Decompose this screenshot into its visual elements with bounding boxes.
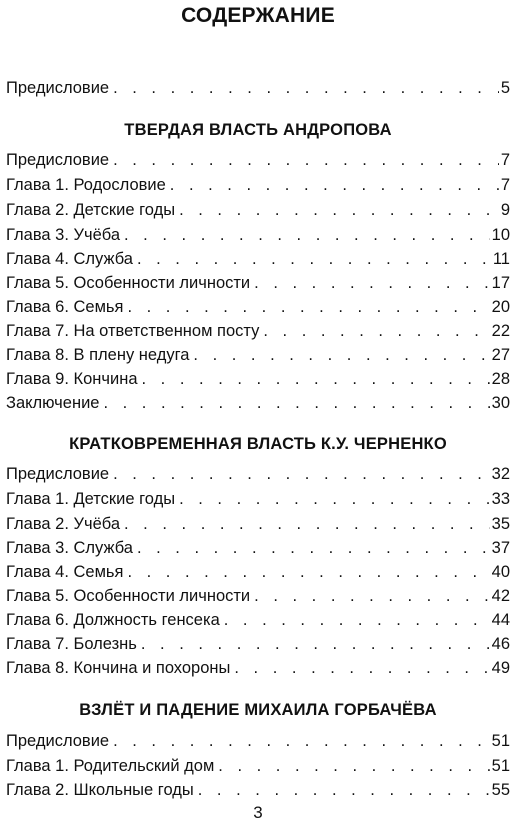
toc-entry-page: 7: [500, 151, 510, 169]
page-title: СОДЕРЖАНИЕ: [181, 4, 335, 27]
toc-entry-page: 49: [491, 659, 510, 677]
toc-entry-label: Глава 1. Родословие: [6, 176, 166, 194]
toc-entry: [6, 198, 510, 222]
toc-entry-label: Глава 7. Болезнь: [6, 635, 137, 653]
toc-entry-page: 27: [491, 346, 510, 364]
toc-entry-page: 30: [491, 394, 510, 412]
dot-leader: [254, 584, 489, 608]
toc-entry: [6, 223, 510, 247]
toc-entry-page: 22: [491, 322, 510, 340]
dot-leader: [218, 754, 489, 778]
toc-entry-label: Предисловие: [6, 79, 110, 97]
dot-leader: [103, 391, 489, 415]
toc-entry-page: 51: [491, 757, 510, 775]
toc-entry-page: 40: [491, 563, 510, 581]
dot-leader: [124, 512, 490, 536]
toc-entry-label: Глава 7. На ответственном посту: [6, 322, 260, 340]
toc-entry: [6, 391, 510, 415]
toc-entry: [6, 729, 510, 753]
toc-entry: [6, 343, 510, 367]
dot-leader: [254, 271, 489, 295]
toc-entry-page: 28: [491, 370, 510, 388]
toc-entry: [6, 295, 510, 319]
toc-entry-label: Предисловие: [6, 151, 110, 169]
toc-entry: [6, 608, 510, 632]
toc-entry: [6, 584, 510, 608]
toc-entry-label: Глава 2. Учёба: [6, 515, 121, 533]
toc-entry-page: 35: [491, 515, 510, 533]
toc-entry-page: 46: [491, 635, 510, 653]
dot-leader: [113, 462, 490, 486]
toc-entry-page: 7: [500, 176, 510, 194]
toc-entry-label: Глава 2. Детские годы: [6, 201, 176, 219]
dot-leader: [142, 367, 490, 391]
toc-entry-label: Глава 6. Семья: [6, 298, 124, 316]
toc-entry-label: Глава 9. Кончина: [6, 370, 138, 388]
toc-entry-page: 17: [491, 274, 510, 292]
section-title-chernenko: КРАТКОВРЕМЕННАЯ ВЛАСТЬ К.У. ЧЕРНЕНКО: [69, 435, 447, 453]
dot-leader: [224, 608, 490, 632]
toc-entry-label: Глава 3. Учёба: [6, 226, 121, 244]
page-number: 3: [253, 803, 263, 822]
toc-entry-label: Глава 5. Особенности личности: [6, 274, 251, 292]
toc-entry: [6, 754, 510, 778]
dot-leader: [198, 778, 490, 802]
dot-leader: [193, 343, 489, 367]
section-title-gorbachev: ВЗЛЁТ И ПАДЕНИЕ МИХАИЛА ГОРБАЧЁВА: [79, 701, 437, 719]
toc-entry-page: 51: [491, 732, 510, 750]
toc-entry-label: Глава 5. Особенности личности: [6, 587, 251, 605]
toc-entry-label: Глава 4. Служба: [6, 250, 133, 268]
toc-entry-label: Глава 8. Кончина и похороны: [6, 659, 231, 677]
dot-leader: [113, 729, 490, 753]
toc-entry: [6, 173, 510, 197]
toc-entry: [6, 487, 510, 511]
dot-leader: [234, 656, 489, 680]
dot-leader: [179, 487, 490, 511]
toc-entry-label: Глава 4. Семья: [6, 563, 124, 581]
toc-entry: [6, 462, 510, 486]
toc-entry: [6, 632, 510, 656]
dot-leader: [137, 536, 490, 560]
toc-entry: [6, 271, 510, 295]
dot-leader: [263, 319, 489, 343]
toc-entry-page: 11: [492, 250, 510, 268]
toc-entry-label: Глава 3. Служба: [6, 539, 133, 557]
toc-entry: [6, 656, 510, 680]
toc-entry-label: Предисловие: [6, 465, 110, 483]
toc-entry-label: Глава 8. В плену недуга: [6, 346, 190, 364]
toc-entry: [6, 560, 510, 584]
toc-entry-label: Заключение: [6, 394, 100, 412]
dot-leader: [137, 247, 491, 271]
dot-leader: [113, 148, 499, 172]
toc-entry: [6, 778, 510, 802]
toc-entry-page: 33: [491, 490, 510, 508]
dot-leader: [127, 560, 489, 584]
toc-entry-label: Глава 6. Должность генсека: [6, 611, 220, 629]
toc-entry: [6, 148, 510, 172]
toc-entry-page: 42: [491, 587, 510, 605]
dot-leader: [127, 295, 489, 319]
dot-leader: [113, 76, 499, 100]
toc-entry-page: 5: [500, 79, 510, 97]
toc-entry-page: 37: [491, 539, 510, 557]
dot-leader: [179, 198, 499, 222]
toc-entry: [6, 247, 510, 271]
toc-entry: [6, 512, 510, 536]
toc-entry-page: 32: [491, 465, 510, 483]
toc-entry-page: 10: [491, 226, 510, 244]
dot-leader: [141, 632, 490, 656]
toc-entry-page: 9: [500, 201, 510, 219]
toc-entry-label: Глава 1. Родительский дом: [6, 757, 215, 775]
toc-entry: [6, 319, 510, 343]
toc-entry-preface: [6, 76, 510, 100]
toc-entry-page: 55: [491, 781, 510, 799]
toc-entry-page: 44: [491, 611, 510, 629]
toc-entry-label: Предисловие: [6, 732, 110, 750]
section-title-andropov: ТВЕРДАЯ ВЛАСТЬ АНДРОПОВА: [124, 121, 392, 139]
toc-entry-page: 20: [491, 298, 510, 316]
dot-leader: [170, 173, 499, 197]
toc-entry: [6, 367, 510, 391]
toc-entry: [6, 536, 510, 560]
toc-entry-label: Глава 2. Школьные годы: [6, 781, 194, 799]
dot-leader: [124, 223, 490, 247]
toc-entry-label: Глава 1. Детские годы: [6, 490, 176, 508]
